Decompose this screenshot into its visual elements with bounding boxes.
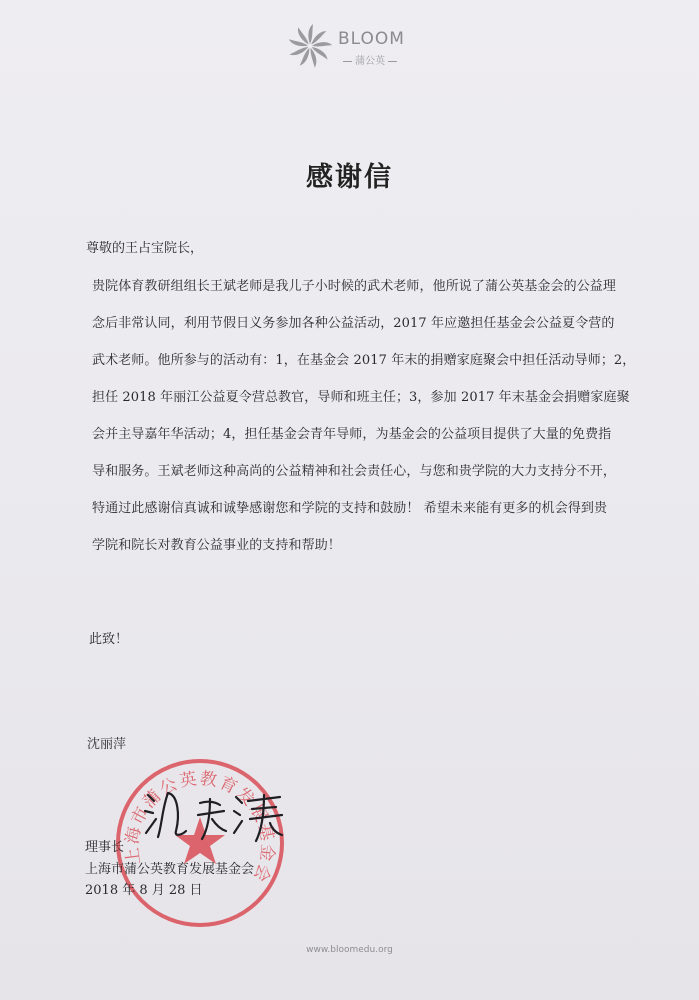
letter-date: 2018 年 8 月 28 日 [85, 883, 203, 898]
body-line: 武术老师。他所参与的活动有：1，在基金会 2017 年末的捐赠家庭聚会中担任活动导师；2， [92, 353, 636, 368]
signer-name: 沈丽萍 [87, 737, 127, 752]
signer-role: 理事长 [85, 840, 125, 855]
organization-name: 上海市蒲公英教育发展基金会 [85, 862, 255, 877]
body-line: 念后非常认同，利用节假日义务参加各种公益活动，2017 年应邀担任基金会公益夏令营的 [92, 316, 615, 331]
body-line: 学院和院长对教育公益事业的支持和帮助！ [92, 538, 341, 553]
body-line: 会并主导嘉年华活动；4，担任基金会青年导师，为基金会的公益项目提供了大量的免费指 [92, 427, 612, 442]
svg-text:上海市蒲公英教育发展基金会: 上海市蒲公英教育发展基金会 [122, 768, 278, 887]
logo-brand-text: BLOOM [338, 29, 405, 49]
body-line: 特通过此感谢信真诚和诚挚感谢您和学院的支持和鼓励！ 希望未来能有更多的机会得到贵 [92, 501, 608, 516]
handwritten-signature [140, 785, 290, 845]
logo-subtitle: 蒲公英 [340, 52, 400, 67]
body-line: 贵院体育教研组组长王斌老师是我儿子小时候的武术老师，他所说了蒲公英基金会的公益理 [92, 279, 617, 294]
dandelion-icon [286, 22, 336, 70]
letter-title: 感谢信 [306, 162, 393, 193]
closing-text: 此致！ [89, 632, 129, 647]
salutation: 尊敬的王占宝院长， [86, 241, 204, 256]
body-line: 担任 2018 年丽江公益夏令营总教官，导师和班主任；3，参加 2017 年末基金会捐赠家庭聚 [92, 390, 630, 405]
body-line: 导和服务。王斌老师这种高尚的公益精神和社会责任心，与您和贵学院的大力支持分不开， [92, 464, 617, 479]
bloom-logo [286, 22, 416, 72]
footer-website: www.bloomedu.org [306, 945, 393, 955]
